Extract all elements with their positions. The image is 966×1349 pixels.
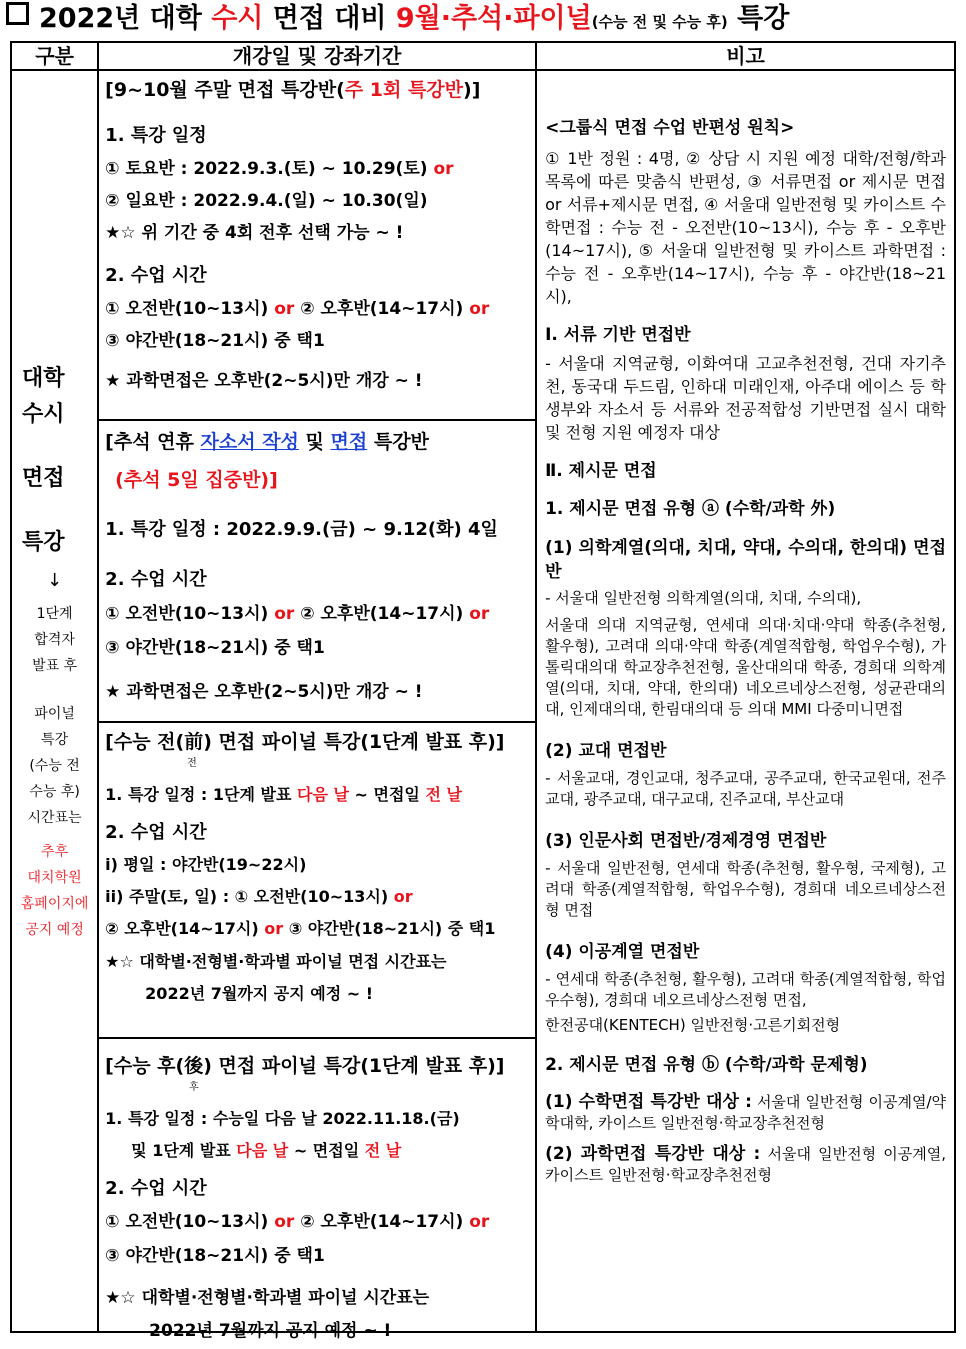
left-note-8: 시간표는: [27, 810, 82, 826]
passage-interview-title: Ⅱ. 제시문 면접: [545, 461, 657, 481]
science-class-note: (2) 과학면접 특강반 대상 : 서울대 일반전형 이공계열, 카이스트 일반전형·학교장추천전형: [545, 1144, 947, 1184]
category-label-1: 대학: [22, 366, 65, 391]
chuseok-class-section: [추석 연휴 자소서 작성 및 면접 특강반 (추석 5일 집중반)] 1. 특강 일정 : 2022.9.9.(금) ~ 9.12(화) 4일 2. 수업 시간 ① 오전반(10~13시) or ② 오후반(14~17시) or ③ 야간반(18~21시) 중 택1 ★ 과학면접은 오후반(2~5시)만 개강 ~ !: [99, 423, 535, 723]
square-bullet-icon: [6, 2, 29, 25]
engineering-class-body-2: 한전공대(KENTECH) 일반전형·고른기회전형: [545, 1016, 841, 1034]
category-cell: [11, 70, 98, 1332]
humanities-class-body: - 서울대 일반전형, 연세대 학종(추천형, 활우형, 국제형), 고려대 학종(계열적합형, 학업우수형), 경희대 네오르네상스전형 면접: [545, 859, 946, 919]
left-note-3: 발표 후: [32, 658, 78, 674]
table-header-row: [11, 42, 955, 70]
schedule-cell: [98, 70, 536, 1341]
category-label-2: 수시: [22, 402, 65, 427]
medical-class-title: (1) 의학계열(의대, 치대, 약대, 수의대, 한의대) 면접반: [545, 538, 946, 582]
passage-type-b-title: 2. 제시문 면접 유형 ⓑ (수학/과학 문제형): [545, 1055, 868, 1075]
left-note-4: 파이널: [34, 706, 75, 722]
notes-cell: [536, 70, 955, 1332]
header-notes: 비고: [536, 42, 955, 70]
left-note-6: (수능 전: [29, 758, 80, 774]
passage-type-a-title: 1. 제시문 면접 유형 ⓐ (수학/과학 外): [545, 499, 836, 519]
left-note-1: 1단계: [36, 606, 73, 622]
post-exam-final-section: [수능 후(後) 면접 파이널 특강(1단계 발표 후)] 후 1. 특강 일정 : 수능일 다음 날 2022.11.18.(금) 및 1단계 발표 다음 날 ~ 면접일 전 날 2. 수업 시간 ① 오전반(10~13시) or ② 오후반(14~17시) or ③ 야간반(18~21시) 중 택1 ★☆ 대학별·전형별·학과별 파이널 시간표는 2022년 7월까지 공지 예정 ~ !: [105, 1055, 505, 1341]
table-body-row: [11, 70, 955, 1332]
education-class-title: (2) 교대 면접반: [545, 741, 667, 761]
category-label-3: 면접: [22, 466, 65, 491]
document-interview-title: Ⅰ. 서류 기반 면접반: [545, 325, 691, 345]
left-note-9: 추후: [41, 844, 69, 860]
grouping-rule-title: <그룹식 면접 수업 반편성 원칙>: [545, 118, 795, 138]
weekend-class-section: [9~10월 주말 면접 특강반(주 1회 특강반)] 1. 특강 일정 ① 토요반 : 2022.9.3.(토) ~ 10.29(토) or ② 일요반 : 2022.9.4.(일) ~ 10.30(일) ★☆ 위 기간 중 4회 전후 선택 가능 ~ ! 2. 수업 시간 ① 오전반(10~13시) or ② 오후반(14~17시) or ③ 야간반(18~21시) 중 택1 ★ 과학면접은 오후반(2~5시)만 개강 ~ !: [99, 71, 535, 421]
header-schedule: 개강일 및 강좌기간: [98, 42, 536, 70]
down-arrow-icon: ↓: [47, 570, 63, 591]
math-class-note: (1) 수학면접 특강반 대상 : 서울대 일반전형 이공계열/약학대학, 카이스트 일반전형·학교장추천전형: [545, 1092, 946, 1132]
left-note-10: 대치학원: [27, 870, 82, 886]
humanities-class-title: (3) 인문사회 면접반/경제경영 면접반: [545, 831, 827, 851]
left-note-12: 공지 예정: [25, 922, 84, 938]
engineering-class-title: (4) 이공계열 면접반: [545, 942, 700, 962]
header-category: 구분: [11, 42, 98, 70]
schedule-table: [10, 41, 956, 1341]
pre-exam-final-section: [수능 전(前) 면접 파이널 특강(1단계 발표 후)] 전 1. 특강 일정 : 1단계 발표 다음 날 ~ 면접일 전 날 2. 수업 시간 i) 평일 : 야간반(19~22시) ii) 주말(토, 일) : ① 오전반(10~13시) or ② 오후반(14~17시) or ③ 야간반(18~21시) 중 택1 ★☆ 대학별·전형별·학과별 파이널 면접 시간표는 2022년 7월까지 공지 예정 ~ !: [99, 725, 535, 1039]
left-note-2: 합격자: [34, 632, 75, 648]
page-title: 2022년 대학 수시 면접 대비 9월·추석·파이널(수능 전 및 수능 후) 특강: [6, 2, 961, 36]
grouping-rule-body: ① 1반 정원 : 4명, ② 상담 시 지원 예정 대학/전형/학과 목록에 따른 맞춤식 반편성, ③ 서류면접 or 제시문 면접 or 서류+제시문 면접, ④ 서울대 일반전형 및 카이스트 수학면접 : 수능 전 - 오전반(10~13시), 수능 후 - 오후반(14~17시), ⑤ 서울대 일반전형 및 카이스트 과학면접 : 수능 전 - 오후반(14~17시), 수능 후 - 야간반(18~21시),: [545, 149, 946, 306]
education-class-body: - 서울교대, 경인교대, 청주교대, 공주교대, 한국교원대, 전주교대, 광주교대, 대구교대, 진주교대, 부산교대: [545, 769, 946, 808]
left-note-5: 특강: [41, 732, 69, 748]
left-note-7: 수능 후): [29, 784, 80, 800]
document-interview-body: - 서울대 지역균형, 이화여대 고교추천전형, 건대 자기추천, 동국대 두드림, 인하대 미래인재, 아주대 에이스 등 학생부와 자소서 등 서류와 전공적합성 기반면접 실시 대학 및 전형 지원 예정자 대상: [545, 354, 946, 442]
engineering-class-body-1: - 연세대 학종(추천형, 활우형), 고려대 학종(계열적합형, 학업우수형), 경희대 네오르네상스전형 면접,: [545, 970, 946, 1009]
medical-class-body-2: 서울대 의대 지역균형, 연세대 의대·치대·약대 학종(추천형, 활우형), 고려대 의대·약대 학종(계열적합형, 학업우수형), 가톨릭대의대 학교장추천전형, 울산대의대 학종, 경희대 의학계열(의대, 치대, 약대, 한의대) 네오르네상스전형, 성균관대의대, 인제대의대, 한림대의대 등 의대 MMI 다중미니면접: [545, 616, 946, 718]
medical-class-body-1: - 서울대 일반전형 의학계열(의대, 치대, 수의대),: [545, 589, 862, 607]
category-label-4: 특강: [22, 530, 65, 555]
left-note-11: 홈페이지에: [20, 896, 89, 912]
